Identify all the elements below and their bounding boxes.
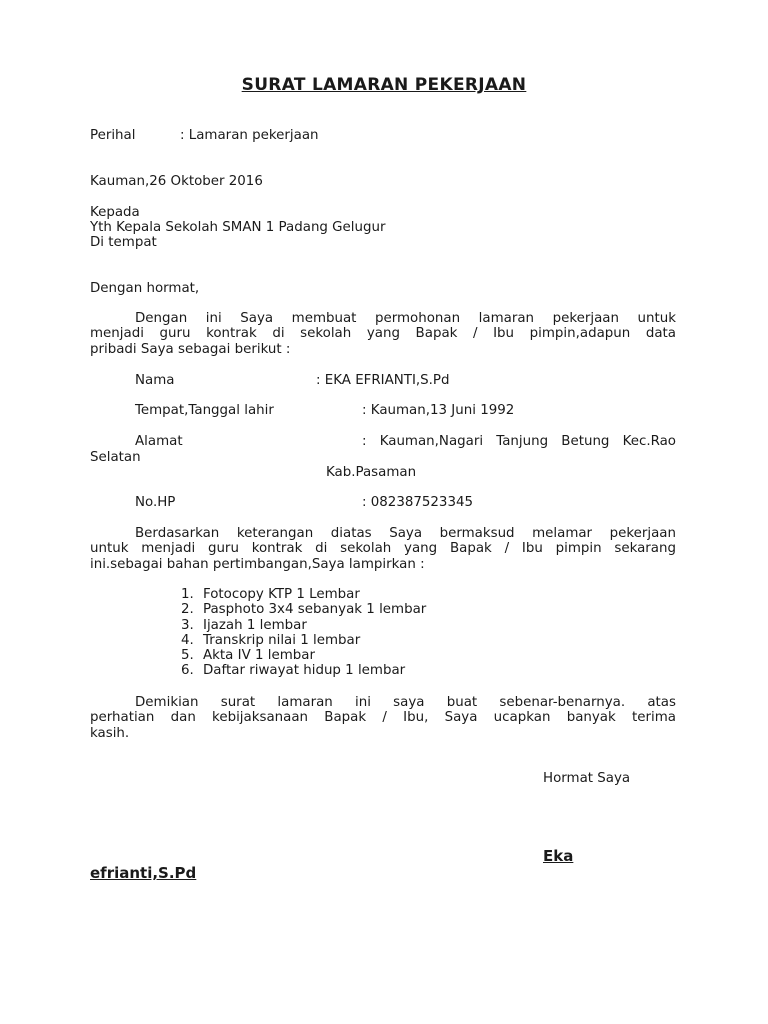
closing-line-2: perhatian dan kebijaksanaan Bapak / Ibu, Saya ucapkan banyak terima [90,710,676,726]
body-line-3: ini.sebagai bahan pertimbangan,Saya lampirkan : [90,556,425,572]
list-item: 3. Ijazah 1 lembar [181,617,307,633]
birth-value: : Kauman,13 Juni 1992 [362,403,515,418]
address-cont-2: Kab.Pasaman [326,465,417,480]
list-item: 6. Daftar riwayat hidup 1 lembar [181,663,406,679]
closing-line-3: kasih. [90,725,130,741]
signoff: Hormat Saya [543,771,631,786]
place-date: Kauman,26 Oktober 2016 [90,174,263,189]
signature-name: efrianti,S.Pd [90,864,197,882]
intro-line-2: menjadi guru kontrak di sekolah yang Bapak / Ibu pimpin,adapun data [90,326,676,342]
perihal-label: Perihal [90,128,136,143]
birth-label: Tempat,Tanggal lahir [135,403,274,418]
name-value: : EKA EFRIANTI,S.Pd [316,373,450,388]
perihal-value: : Lamaran pekerjaan [180,128,319,143]
signature-first: Eka [543,847,574,865]
phone-value: : 082387523345 [362,495,474,510]
closing-line-1: Demikian surat lamaran ini saya buat sebenar-benarnya. atas [135,695,676,710]
closing-paragraph [90,695,676,741]
recipient-line-3: Di tempat [90,235,157,250]
list-item: 2. Pasphoto 3x4 sebanyak 1 lembar [181,602,427,618]
list-item: 4. Transkrip nilai 1 lembar [181,632,361,648]
address-cont: Selatan [90,450,141,465]
body-paragraph [90,526,676,572]
greeting: Dengan hormat, [90,281,200,296]
intro-line-3: pribadi Saya sebagai berikut : [90,341,291,357]
list-item: 1. Fotocopy KTP 1 Lembar [181,587,360,602]
attachments-list [181,587,426,679]
recipient-line-2: Yth Kepala Sekolah SMAN 1 Padang Gelugur [90,220,386,235]
address-label: Alamat [135,434,183,449]
intro-paragraph [90,311,676,357]
recipient-line-1: Kepada [90,205,140,220]
intro-line-1: Dengan ini Saya membuat permohonan lamaran pekerjaan untuk [135,311,676,326]
letter-title: SURAT LAMARAN PEKERJAAN [241,75,527,95]
address-value: : Kauman,Nagari Tanjung Betung Kec.Rao [362,434,676,449]
body-line-1: Berdasarkan keterangan diatas Saya bermaksud melamar pekerjaan [135,526,676,541]
phone-label: No.HP [135,495,176,510]
list-item: 5. Akta IV 1 lembar [181,648,315,664]
name-label: Nama [135,373,175,388]
body-line-2: untuk menjadi guru kontrak di sekolah yang Bapak / Ibu pimpin sekarang [90,541,676,557]
